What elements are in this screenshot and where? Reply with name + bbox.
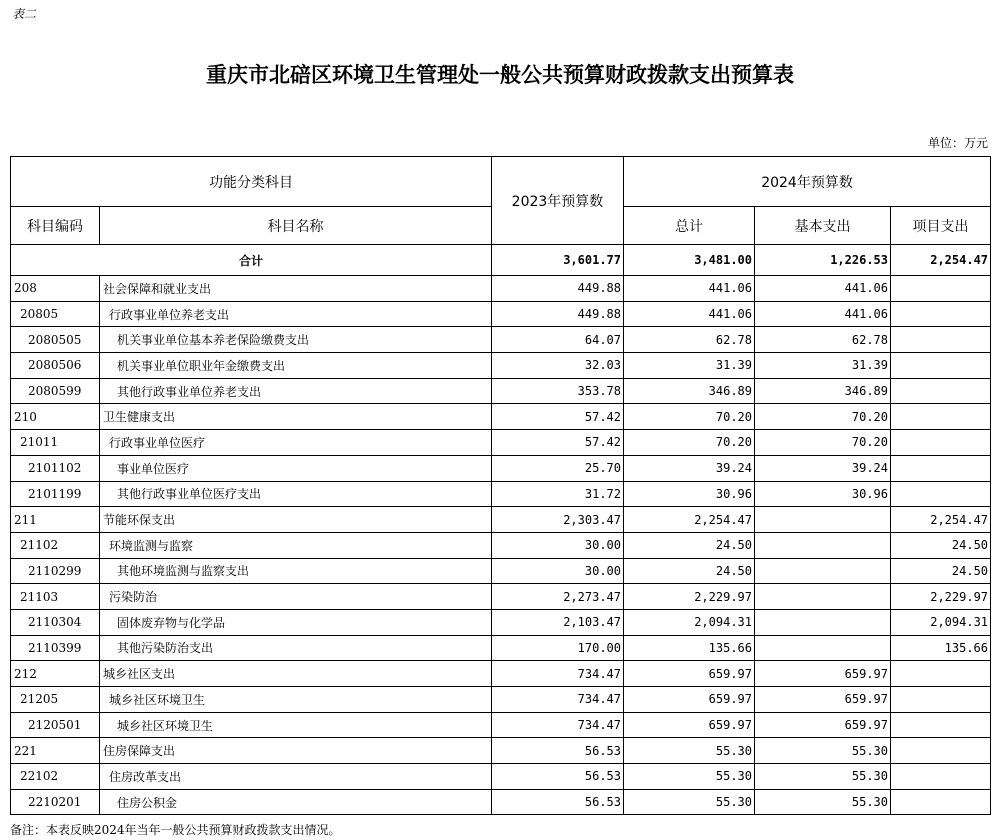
name-cell: 环境监测与监察 [100,532,492,558]
total-total: 3,481.00 [624,245,755,276]
budget-2023-cell: 734.47 [492,661,624,687]
budget-2023-cell: 449.88 [492,276,624,302]
project-cell [891,353,991,379]
table-row [11,507,991,533]
header-total: 总计 [624,207,755,245]
name-cell: 卫生健康支出 [100,404,492,430]
budget-2023-cell: 30.00 [492,532,624,558]
table-row [11,764,991,790]
project-cell [891,712,991,738]
code-cell: 221 [11,738,100,764]
header-name: 科目名称 [100,207,492,245]
total-cell: 31.39 [624,353,755,379]
total-project: 2,254.47 [891,245,991,276]
budget-2023-cell: 2,303.47 [492,507,624,533]
total-cell: 39.24 [624,455,755,481]
budget-2023-cell: 734.47 [492,712,624,738]
code-cell: 2110304 [11,609,100,635]
budget-2023-cell: 2,273.47 [492,584,624,610]
total-cell: 62.78 [624,327,755,353]
total-basic: 1,226.53 [755,245,891,276]
code-cell: 208 [11,276,100,302]
project-cell: 2,229.97 [891,584,991,610]
code-cell: 22102 [11,764,100,790]
total-cell: 2,094.31 [624,609,755,635]
basic-cell: 30.96 [755,481,891,507]
code-cell: 2120501 [11,712,100,738]
budget-2023-cell: 25.70 [492,455,624,481]
name-cell: 住房公积金 [100,789,492,815]
project-cell: 135.66 [891,635,991,661]
total-cell: 2,254.47 [624,507,755,533]
header-budget-2024: 2024年预算数 [624,157,991,207]
project-cell [891,276,991,302]
project-cell [891,687,991,713]
table-row [11,455,991,481]
code-cell: 2080599 [11,378,100,404]
budget-2023-cell: 64.07 [492,327,624,353]
name-cell: 其他行政事业单位医疗支出 [100,481,492,507]
table-row [11,378,991,404]
name-cell: 住房改革支出 [100,764,492,790]
budget-2023-cell: 2,103.47 [492,609,624,635]
table-row [11,430,991,456]
code-cell: 2110399 [11,635,100,661]
table-row [11,404,991,430]
budget-2023-cell: 57.42 [492,404,624,430]
code-cell: 21011 [11,430,100,456]
total-cell: 2,229.97 [624,584,755,610]
basic-cell: 62.78 [755,327,891,353]
total-cell: 135.66 [624,635,755,661]
code-cell: 212 [11,661,100,687]
project-cell [891,430,991,456]
name-cell: 住房保障支出 [100,738,492,764]
table-row [11,687,991,713]
project-cell [891,764,991,790]
name-cell: 机关事业单位职业年金缴费支出 [100,353,492,379]
table-row [11,609,991,635]
header-budget-2023: 2023年预算数 [492,157,624,245]
table-row [11,301,991,327]
total-budget-2023: 3,601.77 [492,245,624,276]
header-functional-category: 功能分类科目 [11,157,492,207]
header-code: 科目编码 [11,207,100,245]
code-cell: 21103 [11,584,100,610]
basic-cell: 659.97 [755,661,891,687]
project-cell [891,481,991,507]
code-cell: 2080505 [11,327,100,353]
basic-cell: 70.20 [755,430,891,456]
total-cell: 55.30 [624,738,755,764]
table-row [11,327,991,353]
budget-2023-cell: 56.53 [492,789,624,815]
basic-cell: 441.06 [755,276,891,302]
table-row [11,532,991,558]
budget-2023-cell: 353.78 [492,378,624,404]
basic-cell: 659.97 [755,712,891,738]
code-cell: 2101199 [11,481,100,507]
header-basic: 基本支出 [755,207,891,245]
unit-label: 单位：万元 [927,136,988,150]
project-cell [891,378,991,404]
name-cell: 其他行政事业单位养老支出 [100,378,492,404]
table-row [11,661,991,687]
total-cell: 24.50 [624,532,755,558]
code-cell: 2101102 [11,455,100,481]
name-cell: 城乡社区支出 [100,661,492,687]
basic-cell: 55.30 [755,789,891,815]
basic-cell [755,609,891,635]
budget-2023-cell: 734.47 [492,687,624,713]
budget-table [10,156,991,815]
page-title: 重庆市北碚区环境卫生管理处一般公共预算财政拨款支出预算表 [206,62,794,87]
name-cell: 固体废弃物与化学品 [100,609,492,635]
budget-2023-cell: 57.42 [492,430,624,456]
project-cell [891,327,991,353]
basic-cell [755,558,891,584]
table-row [11,738,991,764]
table-tag: 表二 [12,7,37,21]
basic-cell: 441.06 [755,301,891,327]
table-row [11,584,991,610]
basic-cell [755,532,891,558]
total-cell: 441.06 [624,301,755,327]
project-cell: 24.50 [891,558,991,584]
budget-2023-cell: 449.88 [492,301,624,327]
code-cell: 2080506 [11,353,100,379]
code-cell: 20805 [11,301,100,327]
code-cell: 211 [11,507,100,533]
total-cell: 70.20 [624,404,755,430]
project-cell [891,661,991,687]
table-row [11,558,991,584]
footnote: 备注：本表反映2024年当年一般公共预算财政拨款支出情况。 [10,823,341,837]
project-cell [891,404,991,430]
name-cell: 事业单位医疗 [100,455,492,481]
project-cell: 24.50 [891,532,991,558]
table-row [11,481,991,507]
total-cell: 55.30 [624,764,755,790]
basic-cell: 31.39 [755,353,891,379]
table-row [11,635,991,661]
basic-cell: 346.89 [755,378,891,404]
budget-2023-cell: 31.72 [492,481,624,507]
table-row [11,789,991,815]
total-label: 合计 [11,245,492,276]
basic-cell: 55.30 [755,738,891,764]
project-cell: 2,094.31 [891,609,991,635]
basic-cell [755,635,891,661]
total-row [11,245,991,276]
total-cell: 441.06 [624,276,755,302]
table-row [11,353,991,379]
project-cell [891,455,991,481]
project-cell [891,789,991,815]
table-row [11,276,991,302]
header-project: 项目支出 [891,207,991,245]
total-cell: 659.97 [624,687,755,713]
code-cell: 21205 [11,687,100,713]
budget-2023-cell: 30.00 [492,558,624,584]
basic-cell: 55.30 [755,764,891,790]
basic-cell [755,507,891,533]
total-cell: 70.20 [624,430,755,456]
name-cell: 其他环境监测与监察支出 [100,558,492,584]
name-cell: 行政事业单位养老支出 [100,301,492,327]
total-cell: 24.50 [624,558,755,584]
name-cell: 机关事业单位基本养老保险缴费支出 [100,327,492,353]
budget-2023-cell: 56.53 [492,738,624,764]
code-cell: 2110299 [11,558,100,584]
basic-cell: 659.97 [755,687,891,713]
budget-2023-cell: 56.53 [492,764,624,790]
name-cell: 节能环保支出 [100,507,492,533]
name-cell: 城乡社区环境卫生 [100,712,492,738]
name-cell: 社会保障和就业支出 [100,276,492,302]
total-cell: 30.96 [624,481,755,507]
code-cell: 210 [11,404,100,430]
total-cell: 659.97 [624,661,755,687]
code-cell: 21102 [11,532,100,558]
project-cell [891,301,991,327]
basic-cell: 70.20 [755,404,891,430]
project-cell [891,738,991,764]
budget-2023-cell: 170.00 [492,635,624,661]
name-cell: 城乡社区环境卫生 [100,687,492,713]
total-cell: 55.30 [624,789,755,815]
basic-cell: 39.24 [755,455,891,481]
name-cell: 其他污染防治支出 [100,635,492,661]
code-cell: 2210201 [11,789,100,815]
name-cell: 行政事业单位医疗 [100,430,492,456]
name-cell: 污染防治 [100,584,492,610]
project-cell: 2,254.47 [891,507,991,533]
table-row [11,712,991,738]
total-cell: 659.97 [624,712,755,738]
header-row-1 [11,157,991,207]
total-cell: 346.89 [624,378,755,404]
budget-2023-cell: 32.03 [492,353,624,379]
basic-cell [755,584,891,610]
